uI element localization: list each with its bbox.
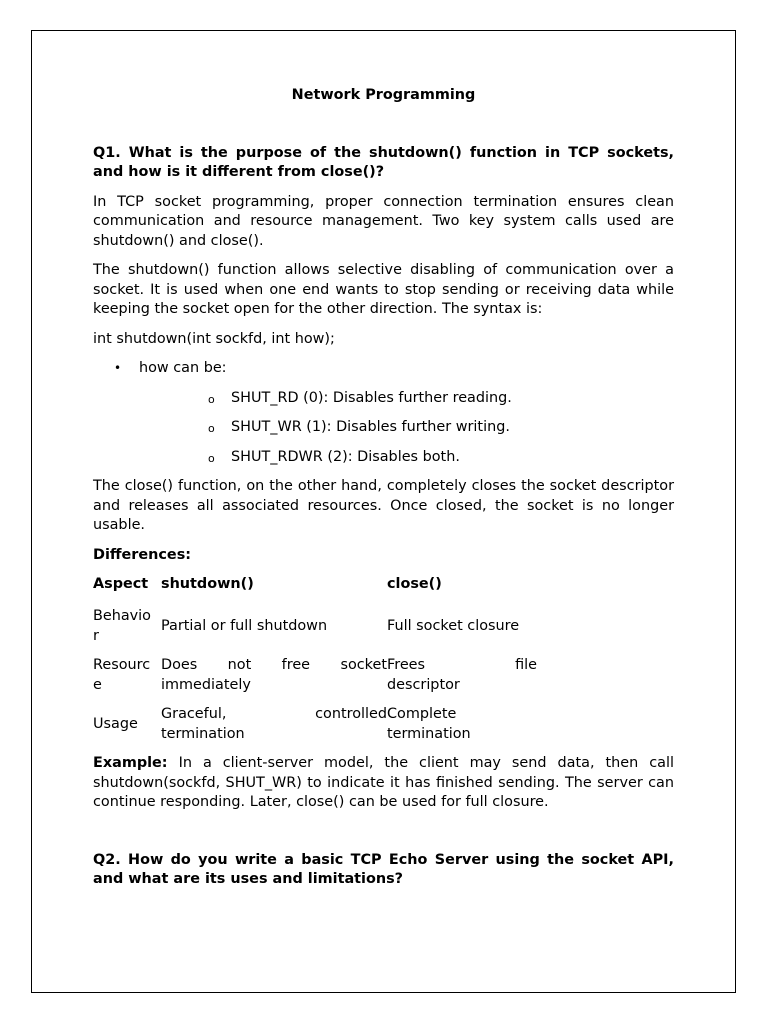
table-header-close: close() (387, 576, 442, 592)
cell-line: Resourc (93, 657, 151, 673)
example-label: Example: (93, 755, 168, 771)
cell-line: descriptor (387, 676, 460, 693)
question-1: Q1. What is the purpose of the shutdown() function in TCP sockets, and how is it different from close()? (93, 144, 674, 180)
question-2: Q2. How do you write a basic TCP Echo Server using the socket API, and what are its uses and limitations? (93, 851, 674, 887)
cell-line: Partial or full shutdown (161, 617, 328, 634)
paragraph-shutdown: The shutdown() function allows selective disabling of communication over a socket. It is used when one end wants to stop sending or receiving data while keeping the socket open for the other direction. The syntax is: (93, 262, 674, 317)
example-text: In a client-server model, the client may send data, then call shutdown(sockfd, SHUT_WR) to indicate it has finished sending. The server can continue responding. Later, close() can be used for full closure. (93, 755, 674, 810)
table-header-aspect: Aspect (93, 576, 149, 592)
table-row (93, 695, 537, 744)
bullet-text: how can be: (139, 360, 227, 376)
table-cell-shutdown (161, 646, 387, 695)
document-content (93, 86, 674, 890)
cell-line: Complete (387, 706, 457, 722)
option-item: o SHUT_RDWR (2): Disables both. (139, 448, 674, 468)
cell-line: termination (387, 725, 471, 742)
syntax-line: int shutdown(int sockfd, int how); (93, 330, 335, 347)
table-row (93, 597, 537, 646)
paragraph-example (93, 754, 674, 813)
cell-line: Behavio (93, 608, 151, 624)
table-cell-close (387, 646, 537, 695)
option-item: o SHUT_WR (1): Disables further writing. (139, 418, 674, 438)
bullet-item (93, 359, 674, 467)
cell-line: Usage (93, 715, 138, 732)
option-item: o SHUT_RD (0): Disables further reading. (139, 389, 674, 409)
differences-heading: Differences: (93, 546, 192, 563)
cell-line: r (93, 627, 99, 644)
cell-line: e (93, 676, 102, 693)
cell-line: immediately (161, 676, 251, 693)
option-list (139, 389, 674, 468)
table-cell-shutdown (161, 597, 387, 646)
cell-line: Does not free socket (161, 657, 387, 673)
paragraph-close: The close() function, on the other hand, completely closes the socket descriptor and releases all associated resources. Once closed, the socket is no longer usable. (93, 478, 674, 533)
paragraph-intro: In TCP socket programming, proper connection termination ensures clean communication and resource management. Two key system calls used are shutdown() and close(). (93, 193, 674, 249)
table-cell-aspect (93, 646, 161, 695)
table-cell-shutdown (161, 695, 387, 744)
bullet-list (93, 359, 674, 467)
cell-line: Full socket closure (387, 617, 520, 634)
differences-table (93, 575, 537, 744)
table-row (93, 646, 537, 695)
document-title: Network Programming (291, 87, 476, 103)
table-cell-close (387, 597, 537, 646)
table-cell-aspect (93, 695, 161, 744)
table-cell-aspect (93, 597, 161, 646)
cell-line: termination (161, 725, 245, 742)
cell-line: Frees file (387, 657, 537, 673)
table-header-row (93, 575, 537, 597)
cell-line: Graceful, controlled (161, 706, 387, 722)
table-cell-close (387, 695, 537, 744)
table-header-shutdown: shutdown() (161, 576, 254, 592)
